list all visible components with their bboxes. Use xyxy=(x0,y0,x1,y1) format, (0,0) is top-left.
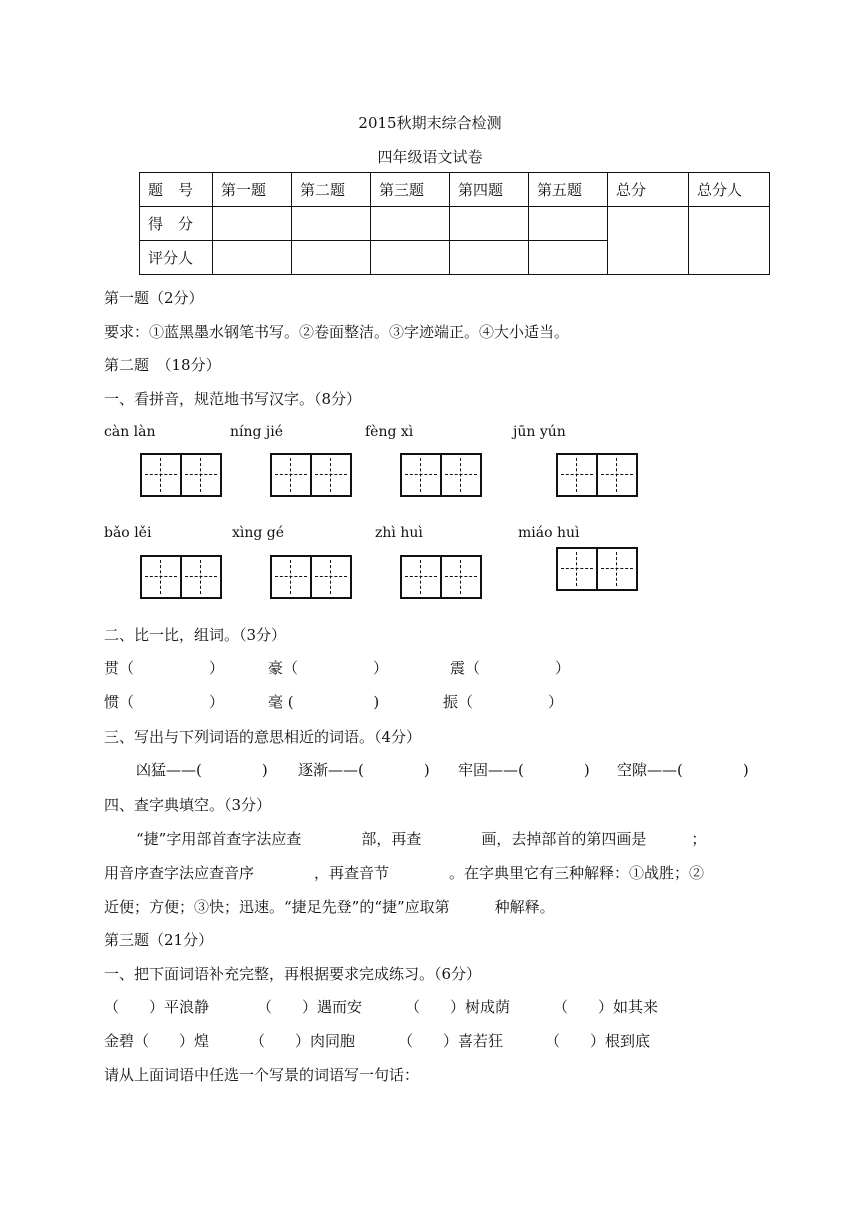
total-scorer-cell[interactable] xyxy=(689,207,770,275)
writing-grid[interactable] xyxy=(140,453,222,497)
idiom-item[interactable]: （ ）喜若狂 xyxy=(398,1032,504,1050)
idiom-item[interactable]: 金碧（ ）煌 xyxy=(104,1032,210,1050)
writing-grid[interactable] xyxy=(556,453,638,497)
pinyin-question-heading: 一、看拼音，规范地书写汉字。（8分） xyxy=(104,390,362,408)
section3-heading: 第三题（21分） xyxy=(104,931,214,949)
section2-heading: 第二题 （18分） xyxy=(104,356,221,374)
pinyin-label: fèng xì xyxy=(365,424,414,440)
idiom-question-heading: 一、把下面词语补充完整，再根据要求完成练习。（6分） xyxy=(104,965,482,983)
grader-cell[interactable] xyxy=(371,241,450,275)
idiom-item[interactable]: （ ）肉同胞 xyxy=(250,1032,356,1050)
pinyin-label: bǎo lěi xyxy=(104,525,152,541)
table-header-cell: 第四题 xyxy=(450,173,529,207)
score-cell[interactable] xyxy=(213,207,292,241)
section1-heading: 第一题（2分） xyxy=(104,289,204,307)
row-label: 评分人 xyxy=(140,241,213,275)
idiom-item[interactable]: （ ）平浪静 xyxy=(104,998,210,1016)
synonym-item[interactable]: 逐渐——( ) xyxy=(298,761,430,779)
table-header-cell: 第三题 xyxy=(371,173,450,207)
exam-title: 2015秋期末综合检测 xyxy=(358,114,502,132)
writing-grid[interactable] xyxy=(556,547,638,591)
word-fill-item[interactable]: 振（ ） xyxy=(443,693,564,711)
idiom-item[interactable]: （ ）如其来 xyxy=(553,998,659,1016)
table-header-cell: 总分人 xyxy=(689,173,770,207)
word-fill-item[interactable]: 豪（ ） xyxy=(268,659,389,677)
pinyin-label: níng jié xyxy=(230,424,284,440)
score-cell[interactable] xyxy=(529,207,608,241)
score-table-header-row xyxy=(140,173,770,207)
table-header-cell: 第二题 xyxy=(292,173,371,207)
grader-cell[interactable] xyxy=(213,241,292,275)
grader-cell[interactable] xyxy=(450,241,529,275)
exam-subtitle: 四年级语文试卷 xyxy=(377,148,483,166)
grader-cell[interactable] xyxy=(529,241,608,275)
compare-question-heading: 二、比一比，组词。（3分） xyxy=(104,626,287,644)
pinyin-label: xìng gé xyxy=(232,525,285,541)
pinyin-label: zhì huì xyxy=(375,525,423,541)
table-header-cell: 题 号 xyxy=(140,173,213,207)
dictionary-text-line: 用音序查字法应查音序 ，再查音节 。在字典里它有三种解释：①战胜；② xyxy=(104,864,705,882)
dictionary-question-heading: 四、查字典填空。（3分） xyxy=(104,796,272,814)
word-fill-item[interactable]: 贯（ ） xyxy=(104,659,225,677)
writing-grid[interactable] xyxy=(400,453,482,497)
writing-grid[interactable] xyxy=(140,555,222,599)
idiom-item[interactable]: （ ）根到底 xyxy=(545,1032,651,1050)
score-cell[interactable] xyxy=(292,207,371,241)
word-fill-item[interactable]: 震（ ） xyxy=(450,659,571,677)
score-row xyxy=(140,207,770,241)
pinyin-label: càn làn xyxy=(104,424,156,440)
table-header-cell: 第五题 xyxy=(529,173,608,207)
dictionary-text-line: 近便；方便；③快；迅速。“捷足先登”的“捷”应取第 种解释。 xyxy=(104,898,555,916)
score-table xyxy=(139,172,770,275)
synonym-question-heading: 三、写出与下列词语的意思相近的词语。（4分） xyxy=(104,728,422,746)
sentence-prompt: 请从上面词语中任选一个写景的词语写一句话： xyxy=(104,1066,420,1084)
dictionary-text-line: “捷”字用部首查字法应查 部，再查 画，去掉部首的第四画是 ； xyxy=(136,830,707,848)
word-fill-item[interactable]: 毫 ( ) xyxy=(268,693,380,711)
synonym-item[interactable]: 空隙——( ) xyxy=(617,761,749,779)
grader-cell[interactable] xyxy=(292,241,371,275)
row-label: 得 分 xyxy=(140,207,213,241)
synonym-item[interactable]: 牢固——( ) xyxy=(458,761,590,779)
total-score-cell[interactable] xyxy=(608,207,689,275)
table-header-cell: 总分 xyxy=(608,173,689,207)
score-cell[interactable] xyxy=(371,207,450,241)
pinyin-label: miáo huì xyxy=(518,525,580,541)
idiom-item[interactable]: （ ）树成荫 xyxy=(405,998,511,1016)
writing-grid[interactable] xyxy=(270,453,352,497)
table-header-cell: 第一题 xyxy=(213,173,292,207)
score-cell[interactable] xyxy=(450,207,529,241)
pinyin-label: jūn yún xyxy=(513,424,566,440)
word-fill-item[interactable]: 惯（ ） xyxy=(104,693,225,711)
synonym-item[interactable]: 凶猛——( ) xyxy=(136,761,268,779)
writing-grid[interactable] xyxy=(400,555,482,599)
writing-grid[interactable] xyxy=(270,555,352,599)
idiom-item[interactable]: （ ）遇而安 xyxy=(257,998,363,1016)
section1-requirement: 要求：①蓝黑墨水钢笔书写。②卷面整洁。③字迹端正。④大小适当。 xyxy=(104,323,570,341)
